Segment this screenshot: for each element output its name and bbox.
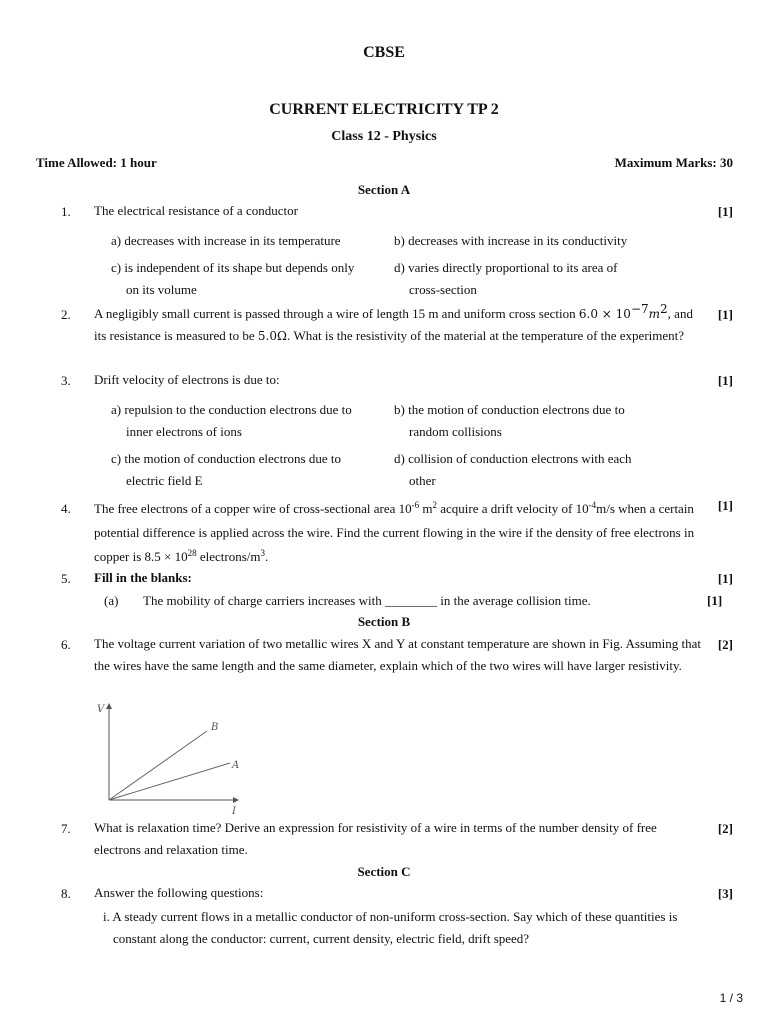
question-text-part: , and its resistance is measured to be bbox=[94, 306, 693, 343]
sub-question-text: The mobility of charge carriers increases with ________ in the average collision time. bbox=[143, 593, 591, 608]
option-c-line2: electric field E bbox=[126, 473, 203, 488]
time-allowed: Time Allowed: 1 hour bbox=[36, 155, 157, 170]
option-d bbox=[394, 448, 694, 492]
x-axis-label: I bbox=[232, 806, 236, 817]
question-marks: [2] bbox=[717, 821, 733, 836]
question-marks: [1] bbox=[717, 571, 733, 586]
question-marks: [1] bbox=[717, 204, 733, 219]
maximum-marks: Maximum Marks: 30 bbox=[614, 155, 733, 170]
area-unit: m bbox=[648, 307, 661, 321]
question-text-part: . What is the resistivity of the material at the temperature of the experiment? bbox=[286, 328, 685, 343]
area-value: 6.0 × 10 bbox=[578, 307, 631, 321]
paper-title: CURRENT ELECTRICITY TP 2 bbox=[269, 101, 499, 118]
option-c-line1: c) the motion of conduction electrons due to bbox=[111, 451, 341, 466]
question-number: 8. bbox=[61, 886, 71, 901]
option-a bbox=[111, 399, 381, 443]
option-a-line1: a) repulsion to the conduction electrons due to bbox=[111, 402, 352, 417]
exponent: 28 bbox=[187, 548, 197, 558]
exponent: 3 bbox=[260, 548, 266, 558]
line-a bbox=[109, 763, 230, 800]
exponent: -6 bbox=[411, 500, 420, 510]
question-number: 5. bbox=[61, 571, 71, 586]
question-number: 2. bbox=[61, 307, 71, 322]
page-number: 1 / 3 bbox=[719, 991, 743, 1005]
question-number: 6. bbox=[61, 637, 71, 652]
question-number: 1. bbox=[61, 204, 71, 219]
sub-question-i: i. A steady current flows in a metallic conductor of non-uniform cross-section. Say which of these quantities is constant along the conductor: current, current density, electric field, drift speed? bbox=[103, 909, 678, 946]
question-text: The voltage current variation of two metallic wires X and Y at constant temperature are shown in Fig. Assuming that the wires have the same length and the same diameter, explain which of the two wires will have larger resistivity. bbox=[94, 636, 701, 673]
sub-question-label: (a) bbox=[104, 593, 119, 608]
sub-question-marks: [1] bbox=[707, 593, 723, 608]
section-c-heading: Section C bbox=[357, 864, 411, 879]
line-b-label: B bbox=[211, 722, 219, 733]
question-marks: [1] bbox=[717, 307, 733, 322]
option-c bbox=[111, 257, 381, 301]
question-text bbox=[94, 303, 694, 347]
question-text-part: m bbox=[419, 501, 433, 516]
question-text: Fill in the blanks: bbox=[94, 570, 192, 585]
board-name: CBSE bbox=[363, 44, 405, 61]
option-a: a) decreases with increase in its temperature bbox=[111, 233, 341, 248]
option-a-line2: inner electrons of ions bbox=[126, 424, 242, 439]
line-a-label: A bbox=[232, 760, 240, 771]
option-c bbox=[111, 448, 381, 492]
option-d bbox=[394, 257, 694, 301]
option-d-line2: other bbox=[409, 473, 436, 488]
area-unit-exponent: 2 bbox=[660, 302, 668, 316]
y-axis-label: V bbox=[97, 704, 105, 715]
question-text: Drift velocity of electrons is due to: bbox=[94, 372, 280, 387]
line-b bbox=[109, 731, 207, 800]
option-b: b) decreases with increase in its conductivity bbox=[394, 233, 628, 248]
exponent: -4 bbox=[588, 500, 597, 510]
option-c-line2: on its volume bbox=[126, 282, 197, 297]
question-text-part: . bbox=[265, 549, 269, 564]
resistance-value: 5.0Ω bbox=[257, 329, 287, 343]
question-marks: [1] bbox=[717, 498, 733, 513]
question-text-part: A negligibly small current is passed through a wire of length 15 m and uniform cross section bbox=[94, 306, 579, 321]
option-c-line1: c) is independent of its shape but depends only bbox=[111, 260, 355, 275]
question-text: Answer the following questions: bbox=[94, 885, 264, 900]
section-b-heading: Section B bbox=[357, 614, 411, 629]
question-text: The electrical resistance of a conductor bbox=[94, 203, 298, 218]
question-text-part: electrons/m bbox=[196, 549, 261, 564]
option-d-line1: d) collision of conduction electrons with each bbox=[394, 451, 632, 466]
paper-subtitle: Class 12 - Physics bbox=[331, 129, 437, 144]
vi-graph bbox=[94, 700, 254, 818]
area-exponent: −7 bbox=[630, 302, 649, 316]
question-marks: [3] bbox=[717, 886, 733, 901]
section-a-heading: Section A bbox=[357, 182, 411, 197]
option-b-line2: random collisions bbox=[409, 424, 502, 439]
question-text bbox=[94, 497, 702, 569]
option-d-line2: cross-section bbox=[409, 282, 477, 297]
question-text-part: acquire a drift velocity of 10 bbox=[437, 501, 589, 516]
option-b bbox=[394, 399, 694, 443]
question-number: 4. bbox=[61, 501, 71, 516]
question-marks: [1] bbox=[717, 373, 733, 388]
option-b-line1: b) the motion of conduction electrons due to bbox=[394, 402, 625, 417]
question-text-part: The free electrons of a copper wire of cross-sectional area 10 bbox=[94, 501, 412, 516]
question-marks: [2] bbox=[717, 637, 733, 652]
option-d-line1: d) varies directly proportional to its area of bbox=[394, 260, 618, 275]
question-text: What is relaxation time? Derive an expression for resistivity of a wire in terms of the number density of free electrons and relaxation time. bbox=[94, 820, 657, 857]
question-number: 7. bbox=[61, 821, 71, 836]
exponent: 2 bbox=[432, 500, 437, 510]
question-text-part: m/s when a certain potential difference is applied across the wire. Find the current flowing in the wire if the density of free electrons in copper is 8.5 × 10 bbox=[94, 501, 695, 564]
question-number: 3. bbox=[61, 373, 71, 388]
